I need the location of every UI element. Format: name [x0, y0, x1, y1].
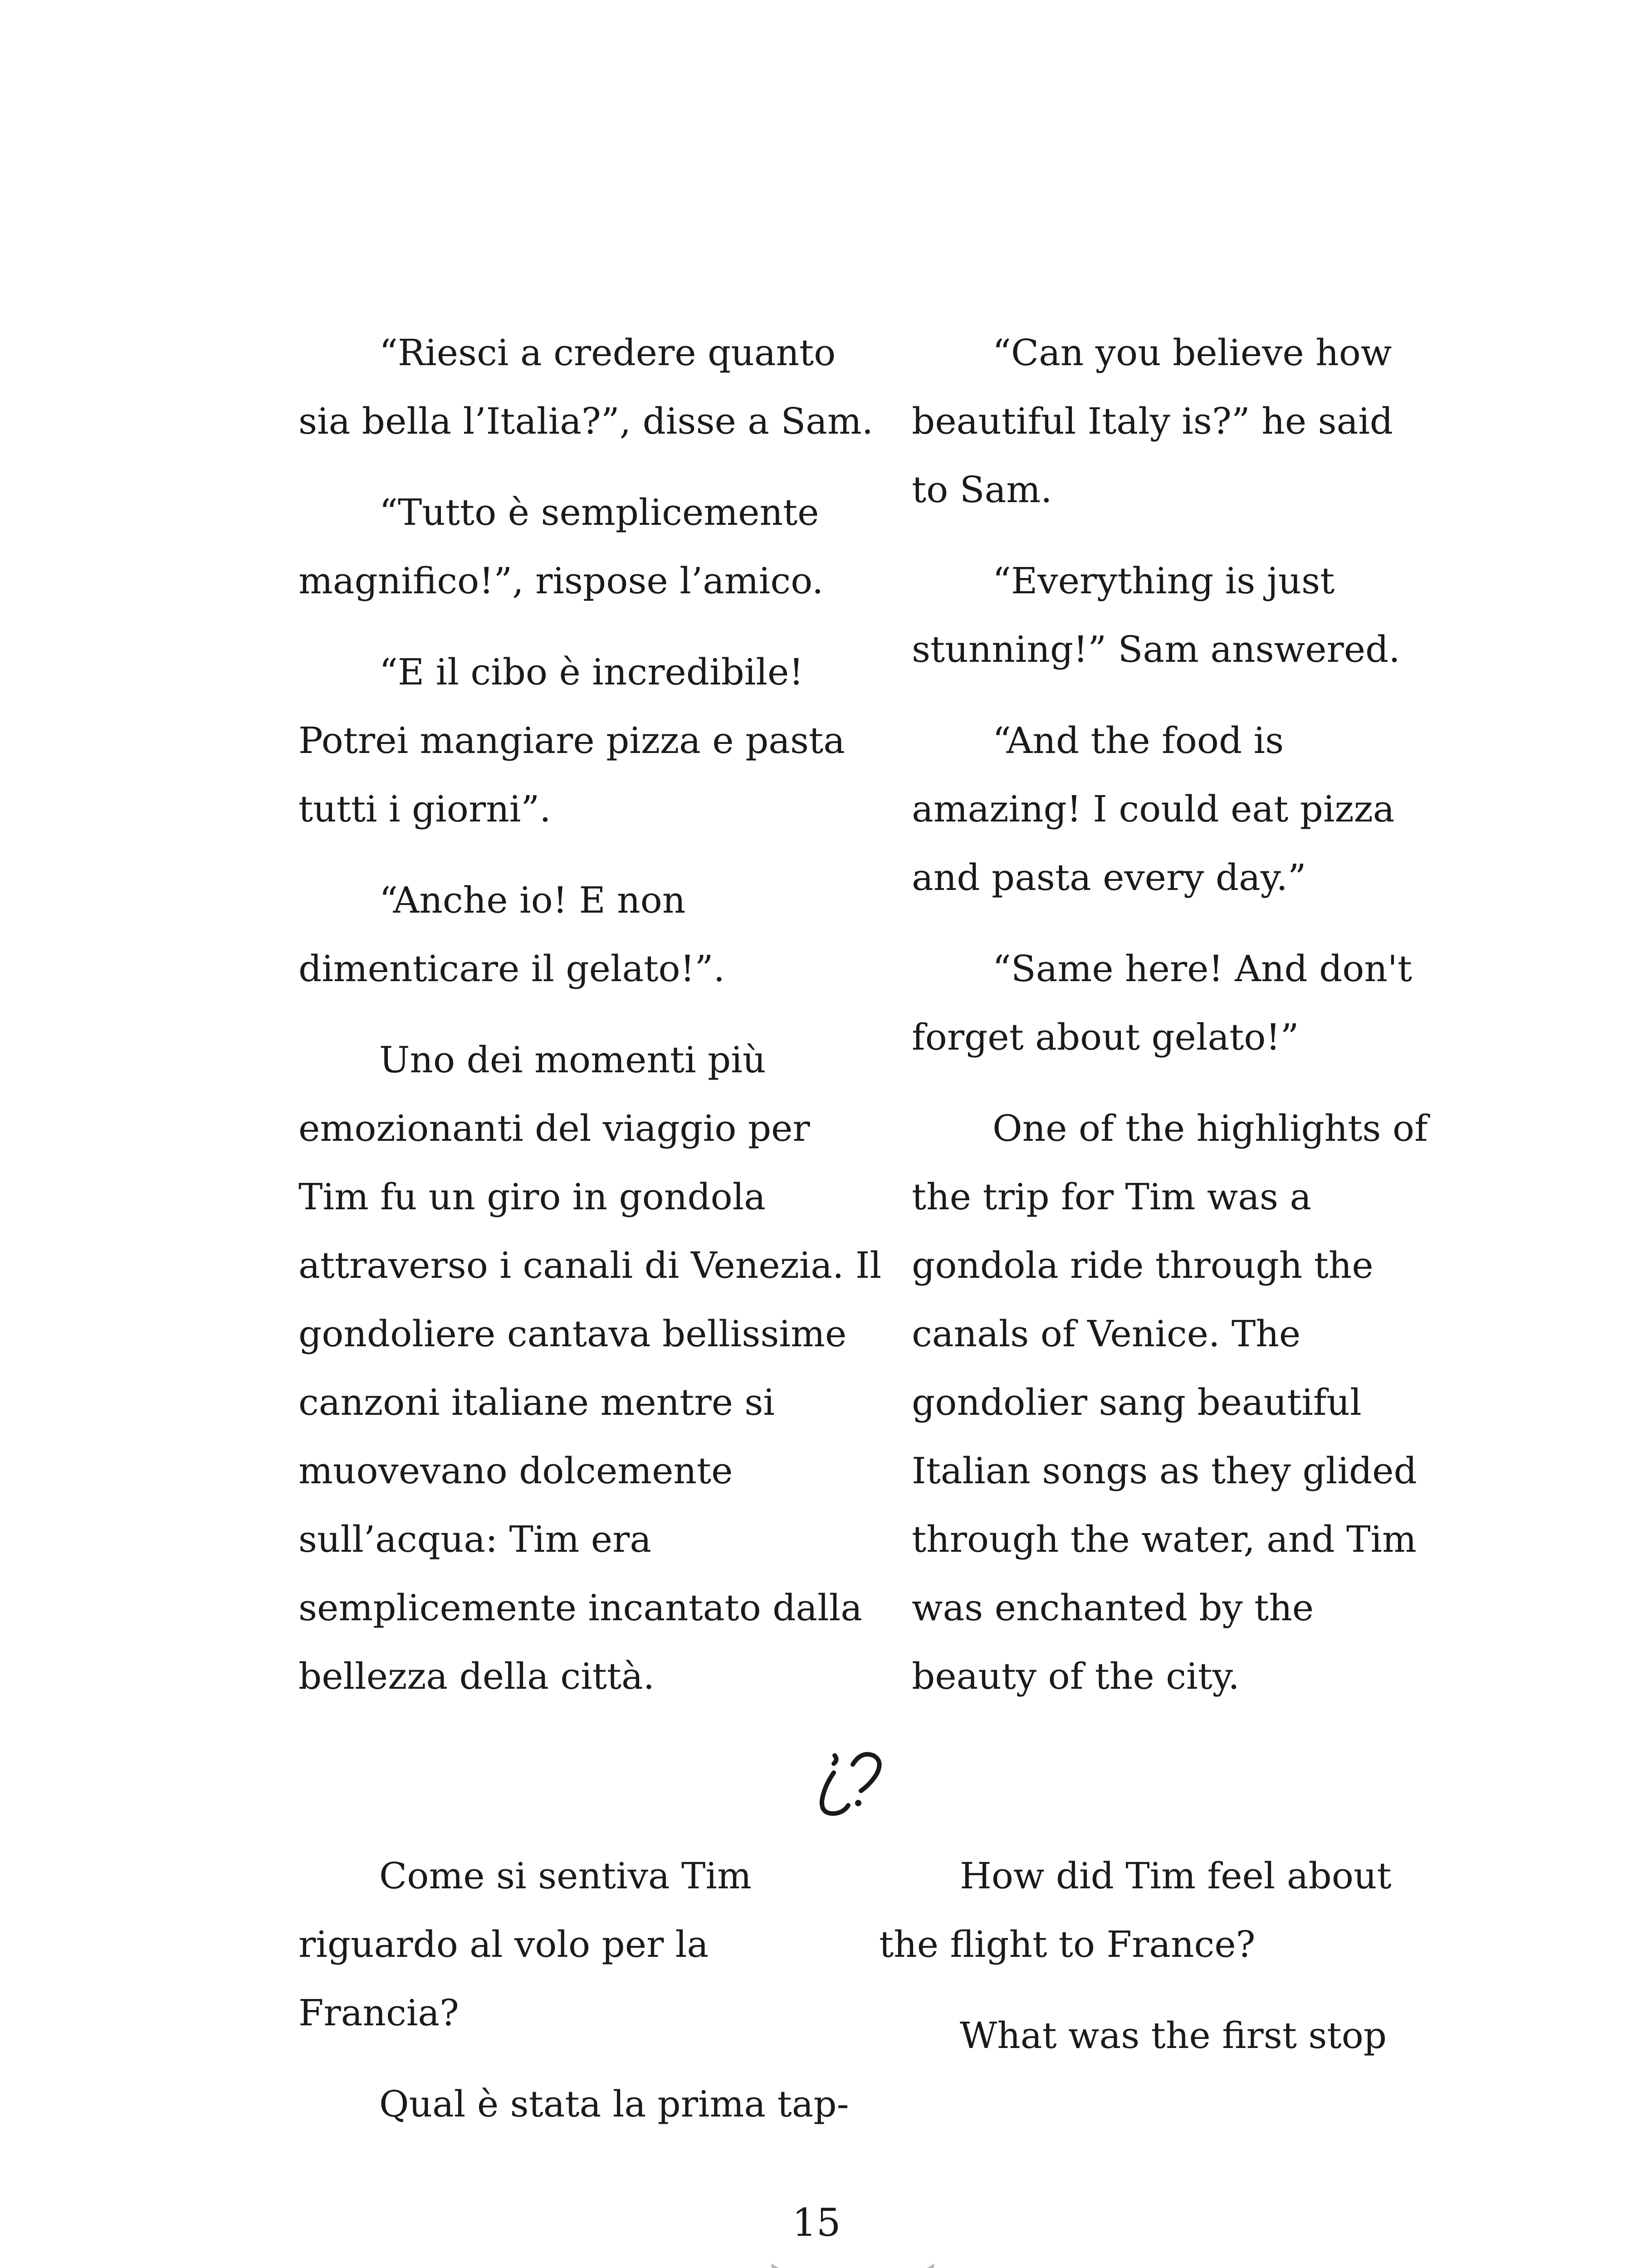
- italian-paragraph: “Riesci a credere quanto sia bella l’Italia?”, disse a Sam.: [298, 332, 874, 442]
- italian-paragraph: “Tutto è semplicemente magnifico!”, rispose l’amico.: [298, 491, 824, 602]
- english-paragraph: “Same here! And don't forget about gelato!”: [912, 948, 1413, 1058]
- italian-column-bottom: [298, 1842, 879, 2138]
- italian-paragraph: “Anche io! E non dimenticare il gelato!”.: [298, 879, 725, 990]
- bat-icon: [767, 2263, 939, 2268]
- english-question: How did Tim feel about the flight to France?: [879, 1855, 1392, 1965]
- italian-question: Qual è stata la prima tap-: [379, 2083, 849, 2125]
- english-column-top: [912, 318, 1438, 1711]
- english-paragraph: “Can you believe how beautiful Italy is?” he said to Sam.: [912, 332, 1393, 511]
- english-question: What was the first stop: [960, 2014, 1387, 2057]
- english-paragraph: One of the highlights of the trip for Tim was a gondola ride through the canals of Venice. The gondolier sang beautiful Italian songs as they glided through the water, and Tim was enchanted by the beauty of the city.: [912, 1107, 1428, 1697]
- italian-paragraph: “E il cibo è incredibile! Potrei mangiare pizza e pasta tutti i giorni”.: [298, 651, 845, 830]
- page-number: 15: [792, 2200, 841, 2245]
- english-paragraph: “Everything is just stunning!” Sam answered.: [912, 560, 1400, 670]
- english-paragraph: “And the food is amazing! I could eat pizza and pasta every day.”: [912, 719, 1395, 899]
- italian-paragraph: Uno dei momenti più emozionanti del viaggio per Tim fu un giro in gondola attraverso i canali di Venezia. Il gondoliere cantava bellissime canzoni italiane mentre si muovevano dolcemente sull’acqua: Tim era semplicemente incantato dalla bellezza della città.: [298, 1039, 882, 1697]
- english-column-bottom: [879, 1842, 1442, 2070]
- question-marks-icon: [780, 1737, 916, 1828]
- italian-column-top: [298, 318, 888, 1711]
- italian-question: Come si sentiva Tim riguardo al volo per la Francia?: [298, 1855, 752, 2034]
